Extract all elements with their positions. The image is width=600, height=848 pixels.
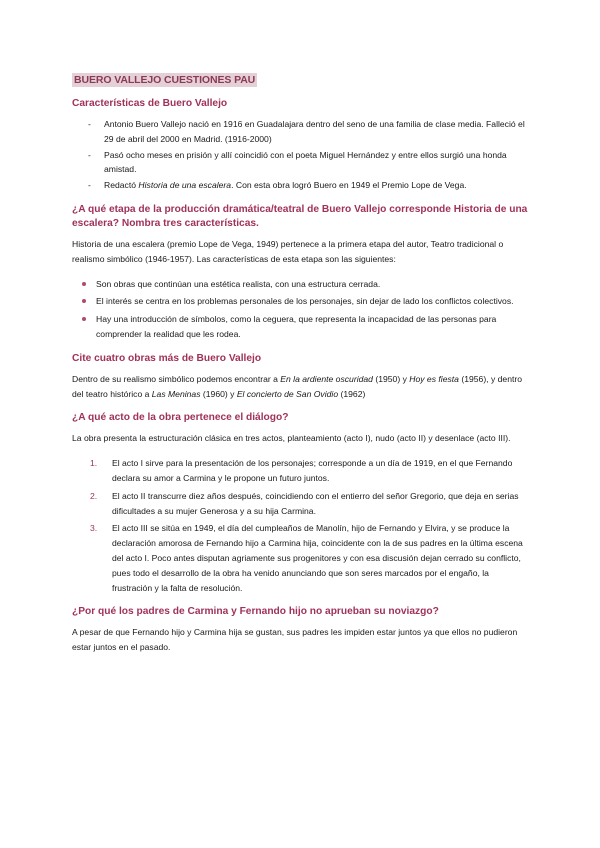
- bullet-icon: [82, 282, 86, 286]
- list-item: - Redactó Historia de una escalera. Con esta obra logró Buero en 1949 el Premio Lope de Vega.: [72, 178, 528, 193]
- section-heading-acto: ¿A qué acto de la obra pertenece el diálogo?: [72, 412, 289, 424]
- bullet-icon: [82, 299, 86, 303]
- section-heading-etapa: ¿A qué etapa de la producción dramática/teatral de Buero Vallejo corresponde Historia de una escalera? Nombra tres características.: [72, 203, 528, 229]
- list-number: 2.: [90, 490, 98, 501]
- work-title: Las Meninas: [151, 388, 201, 399]
- dash-marker: -: [88, 119, 91, 129]
- document-title: BUERO VALLEJO CUESTIONES PAU: [74, 74, 256, 86]
- section-heading-noviazgo: ¿Por qué los padres de Carmina y Fernando hijo no aprueban su noviazgo?: [72, 606, 439, 618]
- list-number: 3.: [90, 523, 98, 534]
- list-item: El interés se centra en los problemas personales de los personajes, sin dejar de lado los conflictos colectivos.: [72, 294, 528, 309]
- bullet-icon: [82, 317, 86, 321]
- work-title: En la ardiente oscuridad: [280, 373, 373, 384]
- list-number: 1.: [90, 458, 98, 469]
- paragraph: Dentro de su realismo simbólico podemos encontrar a En la ardiente oscuridad (1950) y Hoy es fiesta (1956), y dentro del teatro histórico a Las Meninas (1960) y El concierto de San Ovidio (1962): [72, 373, 523, 399]
- dash-marker: -: [88, 149, 91, 160]
- list-item: - Pasó ocho meses en prisión y allí coincidió con el poeta Miguel Hernández y entre ellos surgió una honda amistad.: [88, 149, 507, 175]
- list-item: 3. El acto III se sitúa en 1949, el día del cumpleaños de Manolín, hijo de Fernando y Elvira, y se produce la declaración amorosa de Fernando hijo a Carmina hija, coincidente con la de sus padres en la última escena del acto I. Poco antes disputan agriamente sus progenitores y con esa discusión dejan cerrado su conflicto, pues todo el desarrollo de la obra ha venido anunciando que son seres marcados por el engaño, la frustración y la falta de resolución.: [90, 523, 523, 593]
- list-item: 1. El acto I sirve para la presentación de los personajes; corresponde a un día de 1919, en el que Fernando declara su amor a Carmina y le propone un futuro juntos.: [90, 458, 513, 483]
- paragraph: A pesar de que Fernando hijo y Carmina hija se gustan, sus padres les impiden estar juntos ya que ellos no pudieron estar juntos en el pasado.: [72, 627, 518, 653]
- list-item: Hay una introducción de símbolos, como la ceguera, que representa la incapacidad de las personas para comprender la realidad que les rodea.: [72, 312, 528, 342]
- section-heading-obras: Cite cuatro obras más de Buero Vallejo: [72, 352, 262, 364]
- work-title: Historia de una escalera: [138, 180, 232, 191]
- document-page: [72, 70, 528, 665]
- paragraph: La obra presenta la estructuración clásica en tres actos, planteamiento (acto I), nudo (acto II) y desenlace (acto III).: [72, 433, 511, 444]
- list-item: 2. El acto II transcurre diez años después, coincidiendo con el entierro del señor Gregorio, que deja en serias dificultades a su mujer Generosa y a su hija Carmina.: [90, 490, 519, 516]
- work-title: Hoy es fiesta: [409, 373, 459, 384]
- characteristics-list: [72, 117, 528, 193]
- dash-marker: -: [88, 180, 91, 191]
- list-item: Son obras que continúan una estética realista, con una estructura cerrada.: [72, 277, 528, 292]
- list-item: - Antonio Buero Vallejo nació en 1916 en Guadalajara dentro del seno de una familia de clase media. Falleció el 29 de abril del 2000 en Madrid. (1916-2000): [88, 119, 525, 144]
- acts-list: [72, 456, 528, 595]
- work-title: El concierto de San Ovidio: [236, 388, 339, 399]
- section-heading-caracteristicas: Características de Buero Vallejo: [72, 98, 228, 109]
- paragraph: Historia de una escalera (premio Lope de Vega, 1949) pertenece a la primera etapa del autor, Teatro tradicional o realismo simbólico (1946-1957). Las características de esta etapa son las siguientes:: [72, 238, 504, 264]
- stage-features-list: [72, 277, 528, 342]
